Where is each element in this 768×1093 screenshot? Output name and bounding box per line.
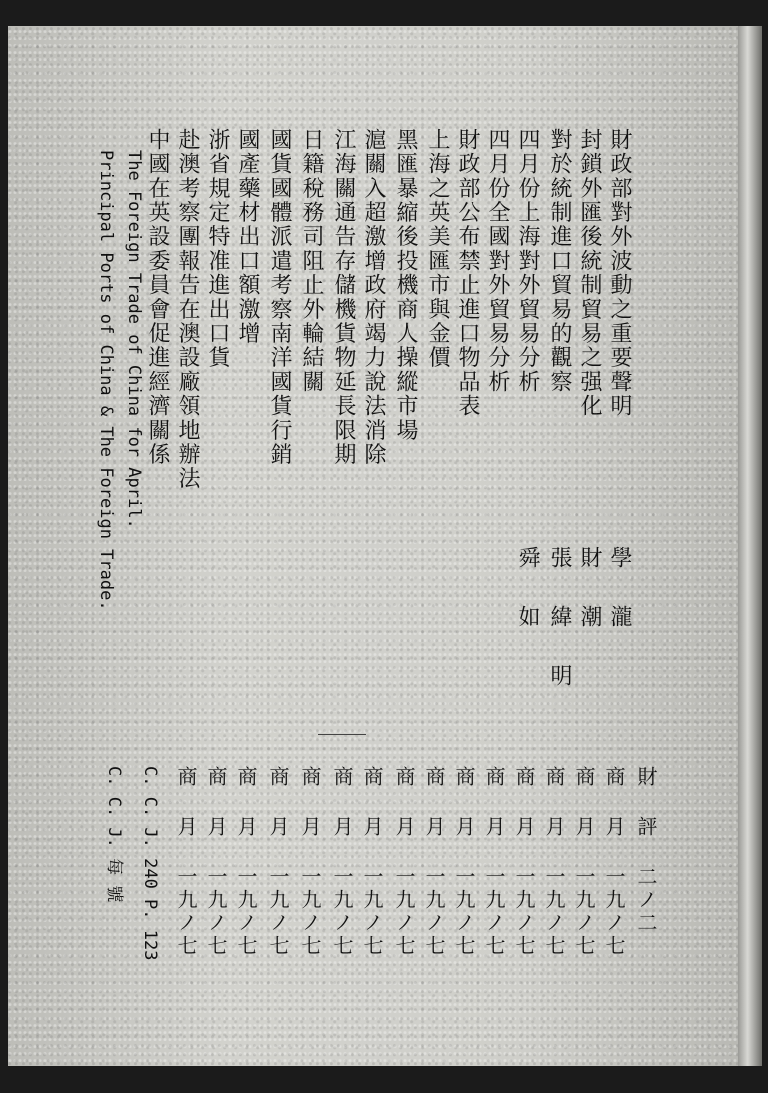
toc-entry: 黑匯暴縮後投機商人操縱市場	[393, 128, 418, 443]
source-citation-english: C. C. J. 240 P. 123	[140, 766, 160, 961]
toc-entry: 滬關入超激增政府竭力說法消除	[361, 128, 386, 467]
source-citation: 商 月 一九ノ七	[392, 766, 416, 958]
author: 張 緯 明	[547, 546, 572, 692]
toc-entry: 浙省規定特准進出口貨	[205, 128, 230, 370]
author: 舜 如	[515, 546, 540, 633]
toc-entry: 江海關通告存儲機貨物延長限期	[331, 128, 356, 467]
source-citation: 商 月 一九ノ七	[422, 766, 446, 958]
source-citation-english: C. C. J. 每 號	[104, 766, 124, 903]
source-citation: 商 月 一九ノ七	[572, 766, 596, 958]
toc-entry: 上海之英美匯市與金價	[425, 128, 450, 370]
toc-entry: 四月份上海對外貿易分析	[515, 128, 540, 395]
toc-entry: 財政部對外波動之重要聲明	[607, 128, 632, 419]
author: 財 潮	[577, 546, 602, 633]
source-citation: 商 月 一九ノ七	[266, 766, 290, 958]
toc-entry: 財政部公布禁止進口物品表	[455, 128, 480, 419]
source-citation: 商 月 一九ノ七	[452, 766, 476, 958]
source-citation: 商 月 一九ノ七	[174, 766, 198, 958]
toc-entry: 封鎖外匯後統制貿易之强化	[577, 128, 602, 419]
source-citation: 商 月 一九ノ七	[298, 766, 322, 958]
source-citation: 商 月 一九ノ七	[602, 766, 626, 958]
toc-entry: 赴澳考察團報告在澳設廠領地辦法	[175, 128, 200, 491]
source-citation: 財 評 二ノ二	[634, 766, 658, 935]
source-citation: 商 月 一九ノ七	[330, 766, 354, 958]
source-citation: 商 月 一九ノ七	[512, 766, 536, 958]
source-citation: 商 月 一九ノ七	[234, 766, 258, 958]
source-citation: 商 月 一九ノ七	[482, 766, 506, 958]
toc-entry: 對於統制進口貿易的觀察	[547, 128, 572, 395]
toc-entry: 國貨國體派遣考察南洋國貨行銷	[267, 128, 292, 467]
separator-rule	[318, 734, 366, 735]
page-edge	[738, 26, 762, 1066]
toc-entry: 日籍稅務司阻止外輪結關	[299, 128, 324, 395]
toc-entry: 四月份全國對外貿易分析	[485, 128, 510, 395]
source-citation: 商 月 一九ノ七	[204, 766, 228, 958]
source-citation: 商 月 一九ノ七	[542, 766, 566, 958]
author: 學 瀧	[607, 546, 632, 633]
toc-entry-english: Principal Ports of China & The Foreign Trade.	[96, 150, 116, 611]
toc-entry: 中國在英設委員會促進經濟關係	[145, 128, 170, 467]
source-citation: 商 月 一九ノ七	[360, 766, 384, 958]
toc-entry-english: The Foreign Trade of China for April.	[124, 150, 144, 529]
toc-entry: 國產藥材出口額激增	[235, 128, 260, 346]
